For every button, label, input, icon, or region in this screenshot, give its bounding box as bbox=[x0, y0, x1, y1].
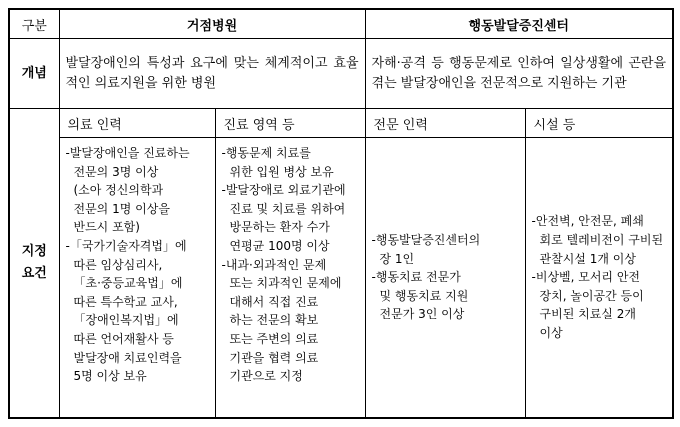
clinical-area-line: 기관을 협력 의료 bbox=[229, 350, 319, 365]
clinical-area-line: -발달장애로 외료기관에 bbox=[221, 183, 346, 198]
requirements-label-line2: 요건 bbox=[21, 266, 47, 281]
clinical-area-line: -행동문제 치료를 bbox=[221, 146, 311, 160]
facilities-list bbox=[532, 212, 668, 342]
medical-staff-line: 「초·중등교육법」에 bbox=[73, 276, 183, 291]
medical-staff-line: 따른 언어재활사 등 bbox=[73, 331, 174, 346]
subheader-medical-staff: 의료 인력 bbox=[59, 109, 215, 138]
specialist-staff-line: 장 1인 bbox=[379, 251, 415, 266]
facility-line: 구비된 치료실 2개 bbox=[539, 307, 636, 322]
medical-staff-line: (소아 정신의학과 bbox=[73, 183, 164, 198]
facility-line: 이상 bbox=[539, 325, 563, 340]
clinical-area-line: 또는 치과적인 문제에 bbox=[229, 276, 342, 291]
specialist-staff-list bbox=[372, 231, 520, 324]
medical-staff-list bbox=[66, 144, 210, 386]
clinical-areas-list bbox=[222, 144, 360, 386]
medical-staff-line: 따른 임상심리사, bbox=[73, 257, 163, 272]
facility-line: -안전벽, 안전문, 폐쇄 bbox=[531, 214, 644, 229]
specialist-staff-line: -행동치료 전문가 bbox=[371, 270, 461, 285]
specialist-staff-cell bbox=[365, 138, 525, 419]
clinical-area-line: 진료 및 치료를 위하여 bbox=[229, 201, 346, 216]
medical-staff-line: 반드시 포함) bbox=[73, 220, 140, 235]
facility-line: -비상벨, 모서리 안전 bbox=[531, 270, 641, 285]
concept-behavior-center: 자해·공격 등 행동문제로 인하여 일상생활에 곤란을 겪는 발달장애인을 전문적으로 지원하는 기관 bbox=[365, 39, 673, 109]
clinical-area-line: 또는 주변의 의료 bbox=[229, 331, 319, 346]
clinical-area-line: 연평균 100명 이상 bbox=[229, 238, 330, 253]
row-label-concept: 개념 bbox=[9, 39, 59, 109]
subheader-clinical-areas: 진료 영역 등 bbox=[215, 109, 365, 138]
facility-line: 회로 텔레비전이 구비된 bbox=[539, 233, 664, 248]
medical-staff-line: 5명 이상 보유 bbox=[73, 369, 147, 384]
header-hub-hospital: 거점병원 bbox=[59, 9, 365, 39]
requirements-label-line1: 지정 bbox=[21, 244, 47, 259]
clinical-area-line: 위한 입원 병상 보유 bbox=[229, 164, 334, 179]
concept-hub-hospital: 발달장애인의 특성과 요구에 맞는 체계적이고 효율적인 의료지원을 위한 병원 bbox=[59, 39, 365, 109]
header-behavior-center: 행동발달증진센터 bbox=[365, 9, 673, 39]
clinical-area-line: 하는 전문의 확보 bbox=[229, 313, 319, 328]
facility-line: 장치, 놀이공간 등이 bbox=[539, 288, 644, 303]
row-label-requirements bbox=[9, 109, 59, 419]
facility-line: 관찰시설 1개 이상 bbox=[539, 251, 636, 266]
medical-staff-line: 따른 특수학교 교사, bbox=[73, 294, 178, 309]
designation-table bbox=[8, 8, 674, 419]
clinical-area-line: 기관으로 지정 bbox=[229, 369, 303, 384]
subheader-specialist-staff: 전문 인력 bbox=[365, 109, 525, 138]
specialist-staff-line: 및 행동치료 지원 bbox=[379, 288, 469, 303]
medical-staff-cell bbox=[59, 138, 215, 419]
subheader-facilities: 시설 등 bbox=[525, 109, 673, 138]
medical-staff-line: 「장애인복지법」에 bbox=[73, 313, 179, 328]
clinical-areas-cell bbox=[215, 138, 365, 419]
medical-staff-line: 전문의 1명 이상을 bbox=[73, 201, 170, 216]
specialist-staff-line: 전문가 3인 이상 bbox=[379, 307, 465, 322]
medical-staff-line: 전문의 3명 이상 bbox=[73, 164, 159, 179]
specialist-staff-line: -행동발달증진센터의 bbox=[371, 233, 481, 248]
clinical-area-line: 방문하는 환자 수가 bbox=[229, 220, 330, 235]
medical-staff-line: -「국가기술자격법」에 bbox=[65, 238, 187, 253]
medical-staff-line: -발달장애인을 진료하는 bbox=[65, 146, 190, 160]
medical-staff-line: 발달장애 치료인력을 bbox=[73, 350, 182, 365]
header-category: 구분 bbox=[9, 9, 59, 39]
clinical-area-line: -내과·외과적인 문제 bbox=[221, 257, 327, 272]
clinical-area-line: 대해서 직접 진료 bbox=[229, 294, 319, 309]
facilities-cell bbox=[525, 138, 673, 419]
